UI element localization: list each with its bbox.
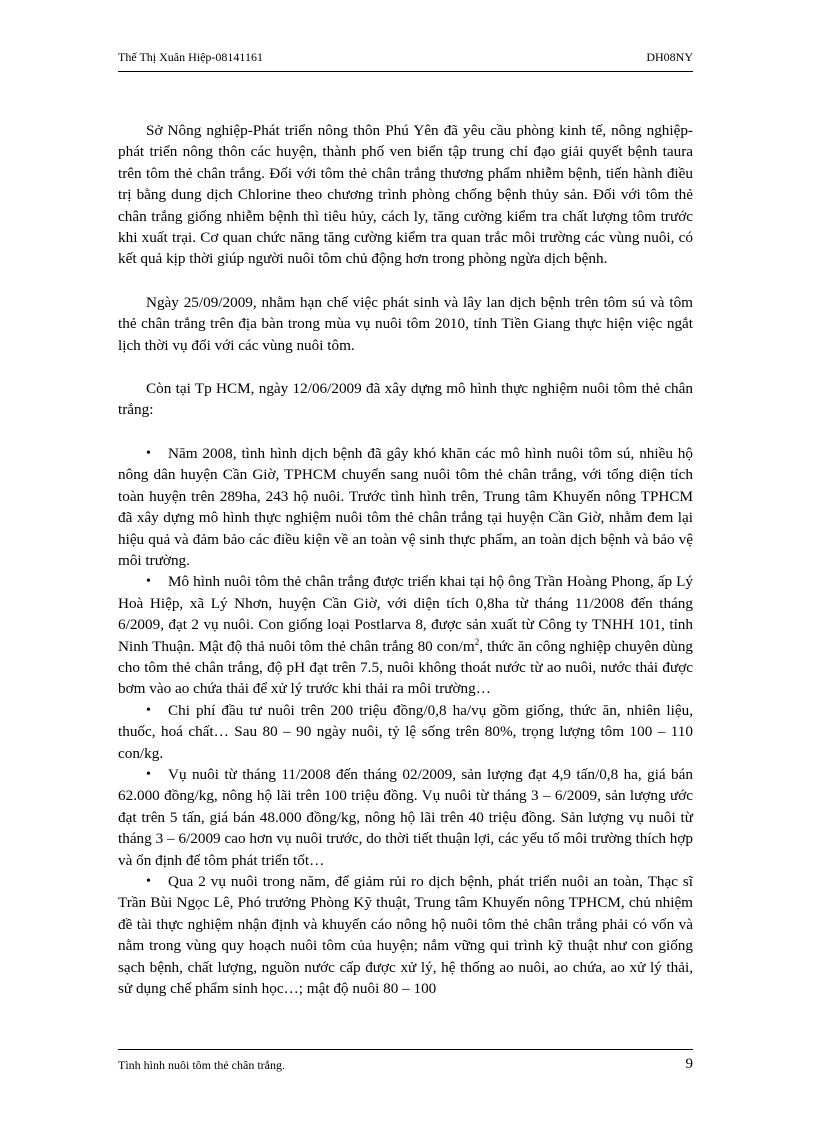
superscript: 2 — [474, 636, 480, 647]
bullet-icon: • — [146, 702, 151, 718]
footer-rule — [118, 1049, 693, 1050]
list-item-text: Vụ nuôi từ tháng 11/2008 đến tháng 02/2009, sản lượng đạt 4,9 tấn/0,8 ha, giá bán 62.000 đồng/kg, nông hộ lãi trên 100 triệu đồng. Vụ nuôi từ tháng 3 – 6/2009, sản lượng ước đạt trên 5 tấn, giá bán 48.000 đồng/kg, nông hộ lãi trên 40 triệu đồng. Sản lượng vụ nuôi từ tháng 3 – 6/2009 cao hơn vụ nuôi trước, do thời tiết thuận lợi, các yếu tố môi trường thích hợp và ổn định để tôm phát triển tốt… — [118, 765, 693, 869]
list-item-text: Chi phí đầu tư nuôi trên 200 triệu đồng/0,8 ha/vụ gồm giống, thức ăn, nhiên liệu, thuốc, hoá chất… Sau 80 – 90 ngày nuôi, tỷ lệ sống trên 80%, trọng lượng tôm 100 – 110 con/kg. — [118, 701, 693, 762]
list-item — [118, 871, 693, 999]
header-rule — [118, 71, 693, 72]
list-item-text: Mô hình nuôi tôm thẻ chân trắng được triển khai tại hộ ông Trần Hoàng Phong, ấp Lý Hoà Hiệp, xã Lý Nhơn, huyện Cần Giờ, với diện tích 0,8ha từ tháng 11/2008 đến tháng 6/2009, đạt 2 vụ nuôi. Con giống loại Postlarva 8, được sản xuất từ Công ty TNHH 101, tỉnh Ninh Thuận. Mật độ thả nuôi tôm thẻ chân trắng 80 con/m — [118, 573, 693, 655]
list-item — [118, 443, 693, 571]
page-number: 9 — [685, 1056, 693, 1072]
list-item-text: Qua 2 vụ nuôi trong năm, để giảm rủi ro dịch bệnh, phát triển nuôi an toàn, Thạc sĩ Trần Bùi Ngọc Lê, Phó trưởng Phòng Kỹ thuật, Trung tâm Khuyến nông TPHCM, chủ nhiệm đề tài thực nghiệm nhận định và khuyến cáo nông hộ nuôi tôm thẻ chân trắng phải có vốn và nằm trong vùng quy hoạch nuôi tôm của huyện; nắm vững qui trình kỹ thuật như con giống sạch bệnh, chất lượng, nguồn nước cấp được xử lý, hệ thống ao nuôi, ao chứa, ao xử lý thải, sử dụng chế phẩm sinh học…; mật độ nuôi 80 – 100 — [118, 873, 693, 998]
list-item — [118, 571, 693, 699]
page-body — [118, 120, 693, 999]
bullet-icon: • — [146, 766, 151, 782]
list-item-text: Năm 2008, tình hình dịch bệnh đã gây khó khăn các mô hình nuôi tôm sú, nhiều hộ nông dân huyện Cần Giờ, TPHCM chuyển sang nuôi tôm thẻ chân trắng, với tổng diện tích toàn huyện trên 289ha, 243 hộ nuôi. Trước tình hình trên, Trung tâm Khuyến nông TPHCM đã xây dựng mô hình thực nghiệm nuôi tôm thẻ chân trắng tại huyện Cần Giờ, nhằm đem lại hiệu quả và đảm bảo các điều kiện về an toàn vệ sinh thực phẩm, an toàn dịch bệnh và bảo vệ môi trường. — [118, 444, 693, 569]
bullet-list — [118, 443, 693, 1000]
bullet-icon: • — [146, 445, 151, 461]
header-author: Thế Thị Xuân Hiệp-08141161 — [118, 50, 263, 64]
list-item — [118, 764, 693, 871]
page-header — [118, 50, 693, 70]
list-item — [118, 700, 693, 764]
bullet-icon: • — [146, 874, 151, 889]
header-class-code: DH08NY — [646, 50, 693, 64]
paragraph-hcm-intro: Còn tại Tp HCM, ngày 12/06/2009 đã xây dựng mô hình thực nghiệm nuôi tôm thẻ chân trắng: — [118, 380, 693, 419]
paragraph-tien-giang: Ngày 25/09/2009, nhằm hạn chế việc phát sinh và lây lan dịch bệnh trên tôm sú và tôm thẻ chân trắng trên địa bàn trong mùa vụ nuôi tôm 2010, tỉnh Tiền Giang thực hiện việc ngắt lịch thời vụ đối với các vùng nuôi tôm. — [118, 293, 693, 354]
list-item-text-cont: , thức ăn công nghiệp chuyên dùng cho tôm thẻ chân trắng, độ pH đạt trên 7.5, nuôi không thoát nước từ ao nuôi, nước thải được bơm vào ao chứa thải để xử lý trước khi thải ra môi trường… — [118, 637, 694, 698]
footer-title: Tình hình nuôi tôm thẻ chân trắng. — [118, 1058, 285, 1072]
paragraph-phu-yen: Sở Nông nghiệp-Phát triển nông thôn Phú Yên đã yêu cầu phòng kinh tế, nông nghiệp-phát triển nông thôn các huyện, thành phố ven biển tập trung chỉ đạo giải quyết bệnh taura trên tôm thẻ chân trắng. Đối với tôm thẻ chân trắng thương phẩm nhiễm bệnh, tiến hành điều trị bằng dung dịch Chlorine theo chương trình phòng chống bệnh thủy sản. Đối với tôm thẻ chân trắng giống nhiễm bệnh thì tiêu hủy, cách ly, tăng cường kiểm tra chất lượng tôm trước khi xuất trại. Cơ quan chức năng tăng cường kiểm tra quan trắc môi trường các vùng nuôi, có kết quả kịp thời giúp người nuôi tôm chủ động hơn trong phòng ngừa dịch bệnh. — [118, 122, 693, 268]
bullet-icon: • — [146, 574, 151, 590]
page-footer — [118, 1058, 693, 1078]
